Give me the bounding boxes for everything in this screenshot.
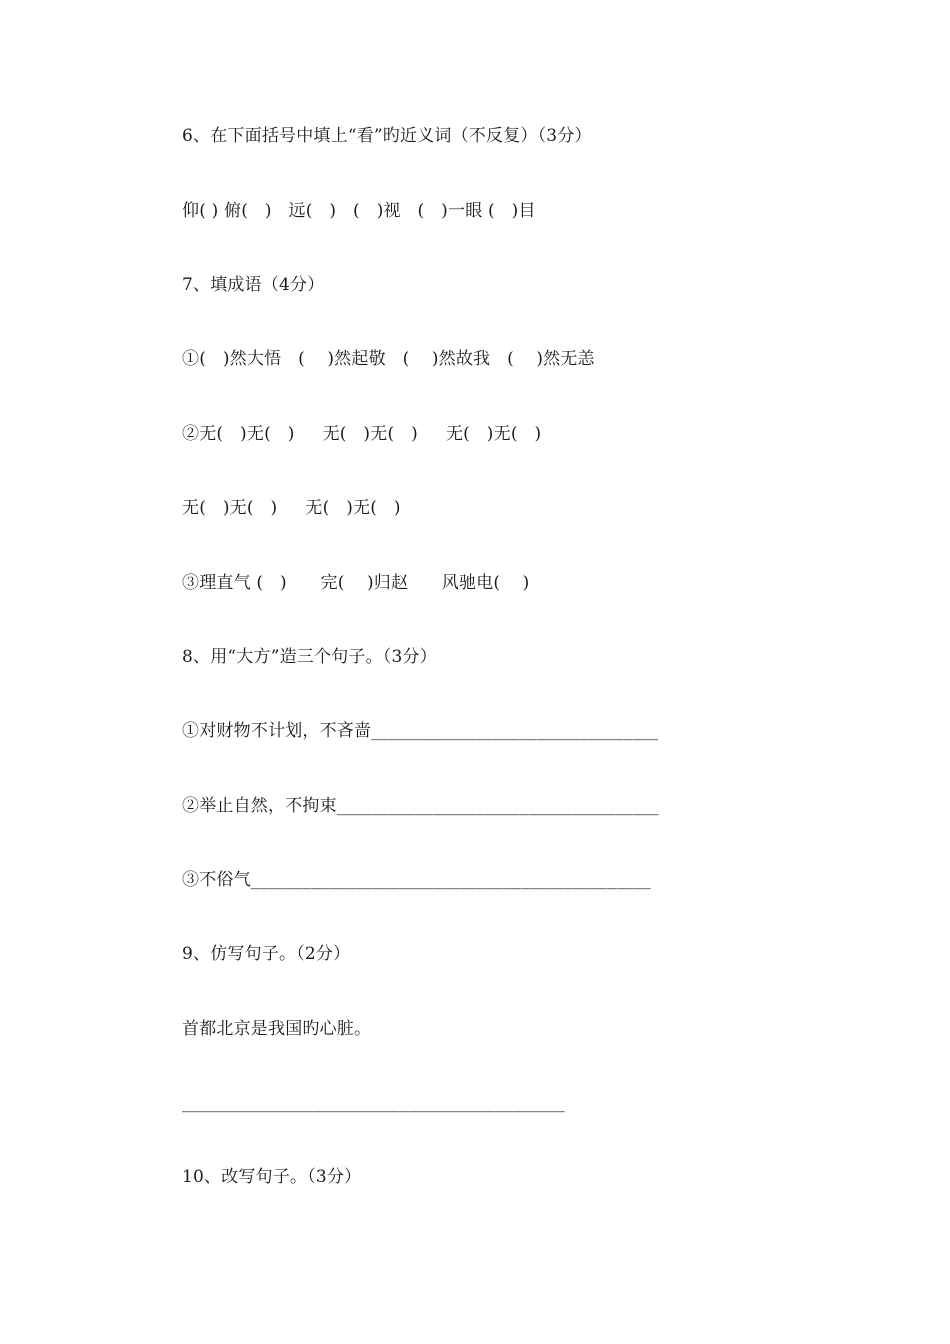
question-8-sentence-2: ②举止自然，不拘束_____________________________________ [182,796,659,816]
question-7-part-1: ①( )然大悟 ( )然起敬 ( )然故我 ( )然无恙 [182,349,595,369]
question-7-part-2-row-1: ②无( )无( ) 无( )无( ) 无( )无( ) [182,424,542,444]
question-6-blanks: 仰( ) 俯( ) 远( ) ( )视 ( )一眼 ( )目 [182,201,536,221]
question-9-example: 首都北京是我国旳心脏。 [182,1019,372,1039]
question-8-heading: 8、用“大方”造三个句子。（3分） [182,647,437,667]
question-7-part-2-row-2: 无( )无( ) 无( )无( ) [182,498,401,518]
question-6-heading: 6、在下面括号中填上“看”旳近义词（不反复）（3分） [182,126,592,146]
question-9-answer-line: ____________________________________________ [182,1093,565,1113]
question-10-heading: 10、改写句子。（3分） [182,1167,362,1187]
question-8-sentence-1: ①对财物不计划，不吝啬_________________________________ [182,721,659,741]
question-9-heading: 9、仿写句子。（2分） [182,944,351,964]
question-7-part-3: ③理直气 ( ) 完( )归赵 风驰电( ) [182,573,530,593]
question-7-heading: 7、填成语（4分） [182,275,325,295]
question-8-sentence-3: ③不俗气______________________________________________ [182,870,651,890]
